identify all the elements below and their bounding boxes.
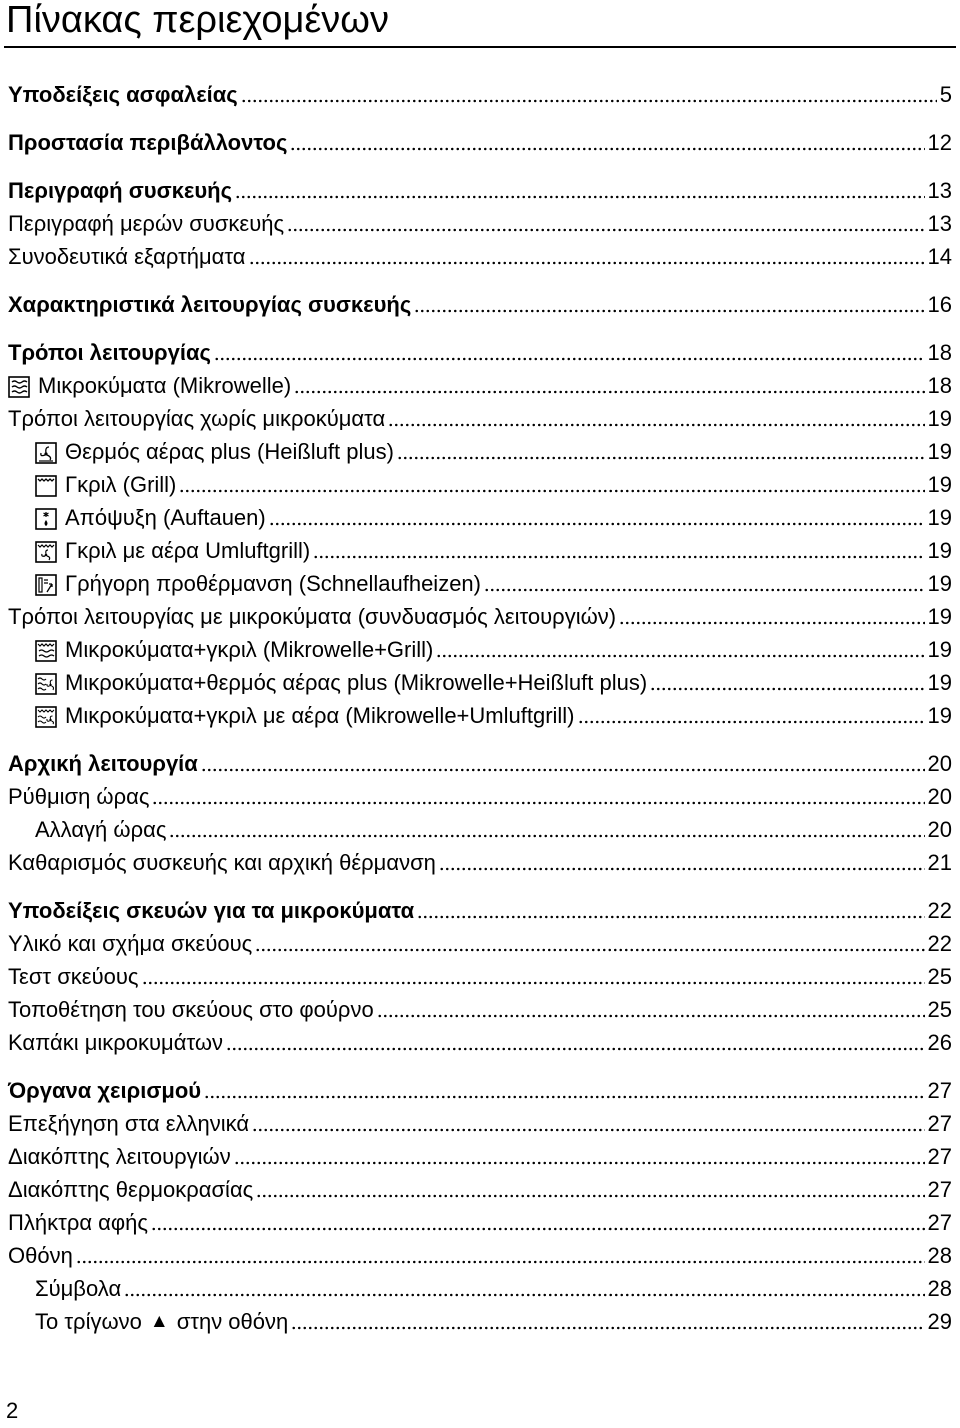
toc-entry-page: 28 bbox=[927, 1243, 952, 1268]
toc-entry-label bbox=[8, 1030, 223, 1056]
toc-entry-page: 27 bbox=[927, 1177, 952, 1202]
toc-entry-label bbox=[8, 604, 616, 630]
toc-entry-page: 19 bbox=[927, 538, 952, 563]
toc-entry-text: Τρόποι λειτουργίας bbox=[8, 340, 211, 365]
toc-entry-text: Διακόπτης λειτουργιών bbox=[8, 1144, 231, 1169]
toc-entry-text: Τρόποι λειτουργίας με μικροκύματα (συνδυασμός λειτουργιών) bbox=[8, 604, 617, 629]
dot-leader bbox=[151, 1227, 925, 1231]
dot-leader bbox=[201, 768, 925, 772]
dot-leader bbox=[414, 309, 924, 313]
dot-leader bbox=[650, 687, 924, 691]
toc-entry-text: Ρύθμιση ώρας bbox=[8, 784, 150, 809]
toc-entry[interactable] bbox=[8, 465, 952, 498]
toc-entry-label bbox=[35, 538, 310, 564]
toc-entry-text: Γκριλ με αέρα Umluftgrill) bbox=[65, 538, 311, 563]
toc-entry-label bbox=[35, 637, 433, 663]
dot-leader bbox=[76, 1260, 925, 1264]
toc-entry[interactable] bbox=[8, 924, 952, 957]
dot-leader bbox=[124, 1293, 924, 1297]
rapid-heat-icon bbox=[35, 574, 57, 596]
toc-entry-label bbox=[8, 1177, 253, 1203]
toc-entry-page: 28 bbox=[927, 1276, 952, 1301]
dot-leader bbox=[291, 1326, 924, 1330]
toc-entry[interactable] bbox=[8, 891, 952, 924]
toc-entry[interactable] bbox=[8, 597, 952, 630]
toc-entry[interactable] bbox=[8, 366, 952, 399]
toc-entry-text: Τρόποι λειτουργίας χωρίς μικροκύματα bbox=[8, 406, 386, 431]
toc-entry[interactable] bbox=[8, 663, 952, 696]
toc-entry[interactable] bbox=[8, 285, 952, 318]
toc-entry-label bbox=[35, 571, 481, 597]
toc-entry-label bbox=[35, 1276, 121, 1302]
toc-entry-page: 27 bbox=[927, 1210, 952, 1235]
dot-leader bbox=[417, 915, 924, 919]
toc-entry-page: 19 bbox=[927, 703, 952, 728]
toc-entry-label bbox=[35, 439, 394, 465]
toc-entry-page: 13 bbox=[927, 178, 952, 203]
toc-entry[interactable] bbox=[8, 237, 952, 270]
toc-entry-page: 18 bbox=[927, 373, 952, 398]
toc-entry-label bbox=[8, 406, 385, 432]
dot-leader bbox=[439, 867, 925, 871]
toc-entry-page: 20 bbox=[927, 751, 952, 776]
dot-leader bbox=[287, 228, 924, 232]
toc-entry-label bbox=[35, 670, 647, 696]
toc-entry-text: Διακόπτης θερμοκρασίας bbox=[8, 1177, 254, 1202]
toc-entry-label bbox=[35, 817, 166, 843]
toc-entry[interactable] bbox=[8, 1071, 952, 1104]
toc-entry[interactable] bbox=[8, 498, 952, 531]
dot-leader bbox=[256, 1194, 924, 1198]
toc-entry-text: Όργανα χειρισμού bbox=[8, 1078, 202, 1103]
toc-entry-label bbox=[8, 244, 246, 270]
toc-entry-text: Σύμβολα bbox=[35, 1276, 122, 1301]
toc-entry-page: 27 bbox=[927, 1111, 952, 1136]
toc-entry-label bbox=[8, 751, 198, 777]
toc-entry-label bbox=[8, 130, 287, 156]
toc-entry-text: Τοποθέτηση του σκεύους στο φούρνο bbox=[8, 997, 374, 1022]
toc-entry[interactable] bbox=[8, 204, 952, 237]
dot-leader bbox=[484, 588, 925, 592]
toc-entry-label bbox=[8, 1243, 73, 1269]
toc-entry-label bbox=[8, 1111, 249, 1137]
toc-entry[interactable] bbox=[8, 990, 952, 1023]
toc-entry-page: 19 bbox=[927, 571, 952, 596]
toc-entry[interactable] bbox=[8, 564, 952, 597]
dot-leader bbox=[397, 456, 925, 460]
toc-entry-label bbox=[35, 472, 176, 498]
dot-leader bbox=[234, 1161, 925, 1165]
toc-entry[interactable] bbox=[8, 696, 952, 729]
dot-leader bbox=[179, 489, 924, 493]
toc-entry-label bbox=[8, 178, 232, 204]
toc-entry-page: 27 bbox=[927, 1144, 952, 1169]
dot-leader bbox=[269, 522, 925, 526]
triangle-icon: ▲ bbox=[149, 1311, 169, 1332]
toc-entry-page: 19 bbox=[927, 439, 952, 464]
toc-entry-text: Συνοδευτικά εξαρτήματα bbox=[8, 244, 246, 269]
toc-entry-text: Αρχική λειτουργία bbox=[8, 751, 198, 776]
toc-entry-label bbox=[8, 784, 149, 810]
toc-entry[interactable] bbox=[8, 957, 952, 990]
toc-entry-text: Μικροκύματα+θερμός αέρας plus (Mikrowelle+Heißluft plus) bbox=[65, 670, 648, 695]
toc-entry-label bbox=[8, 898, 414, 924]
microwave-fan-grill-icon bbox=[35, 706, 57, 728]
toc-entry-label bbox=[8, 373, 291, 399]
toc-entry-text: Γρήγορη προθέρμανση (Schnellaufheizen) bbox=[65, 571, 481, 596]
dot-leader bbox=[619, 621, 924, 625]
toc-entry-label bbox=[8, 850, 436, 876]
dot-leader bbox=[313, 555, 924, 559]
hot-air-icon bbox=[35, 442, 57, 464]
toc-entry[interactable] bbox=[8, 333, 952, 366]
toc-entry-page: 19 bbox=[927, 670, 952, 695]
toc-entry-text: Υποδείξεις ασφαλείας bbox=[8, 82, 238, 107]
dot-leader bbox=[169, 834, 924, 838]
dot-leader bbox=[226, 1047, 925, 1051]
toc-entry-page: 18 bbox=[927, 340, 952, 365]
toc-entry-page: 5 bbox=[939, 82, 952, 107]
dot-leader bbox=[578, 720, 925, 724]
toc-entry-label bbox=[35, 703, 575, 729]
dot-leader bbox=[377, 1014, 925, 1018]
fan-grill-icon bbox=[35, 541, 57, 563]
toc-entry-page: 16 bbox=[927, 292, 952, 317]
toc-entry-text: Οθόνη bbox=[8, 1243, 73, 1268]
toc-entry-text: Μικροκύματα+γκριλ (Mikrowelle+Grill) bbox=[65, 637, 434, 662]
toc-entry-text: Θερμός αέρας plus (Heißluft plus) bbox=[65, 439, 394, 464]
toc-entry[interactable] bbox=[8, 843, 952, 876]
toc-entry[interactable] bbox=[8, 1302, 952, 1335]
dot-leader bbox=[152, 801, 924, 805]
dot-leader bbox=[142, 981, 925, 985]
toc-entry-label bbox=[8, 1078, 201, 1104]
dot-leader bbox=[241, 99, 937, 103]
toc-entry-text: Επεξήγηση στα ελληνικά bbox=[8, 1111, 250, 1136]
dot-leader bbox=[436, 654, 924, 658]
toc-entry-page: 25 bbox=[927, 964, 952, 989]
toc-entry-text: Χαρακτηριστικά λειτουργίας συσκευής bbox=[8, 292, 412, 317]
grill-icon bbox=[35, 475, 57, 497]
toc-entry-text: Περιγραφή μερών συσκευής bbox=[8, 211, 285, 236]
microwave-icon bbox=[8, 376, 30, 398]
toc-entry-text: Μικροκύματα+γκριλ με αέρα (Mikrowelle+Umluftgrill) bbox=[65, 703, 575, 728]
toc-entry[interactable] bbox=[8, 1269, 952, 1302]
dot-leader bbox=[388, 423, 924, 427]
toc-entry-text: Υλικό και σχήμα σκεύους bbox=[8, 931, 253, 956]
dot-leader bbox=[249, 261, 925, 265]
dot-leader bbox=[214, 357, 925, 361]
toc-entry-text: Υποδείξεις σκευών για τα μικροκύματα bbox=[8, 898, 415, 923]
toc-entry-label bbox=[8, 931, 252, 957]
toc-entry[interactable] bbox=[8, 744, 952, 777]
toc-entry-page: 22 bbox=[927, 931, 952, 956]
toc-entry-label bbox=[8, 292, 411, 318]
toc-entry-label bbox=[8, 340, 211, 366]
toc-entry[interactable] bbox=[8, 630, 952, 663]
dot-leader bbox=[294, 390, 924, 394]
toc-entry-label bbox=[8, 964, 139, 990]
toc-entry-text: Περιγραφή συσκευής bbox=[8, 178, 233, 203]
toc-entry-page: 21 bbox=[927, 850, 952, 875]
toc-entry[interactable] bbox=[8, 810, 952, 843]
toc-entry[interactable] bbox=[8, 399, 952, 432]
toc-entry-text: Καπάκι μικροκυμάτων bbox=[8, 1030, 224, 1055]
toc-entry-text: Τεστ σκεύους bbox=[8, 964, 139, 989]
toc-entry[interactable] bbox=[8, 75, 952, 108]
toc-entry-page: 29 bbox=[927, 1309, 952, 1334]
toc-entry-page: 12 bbox=[927, 130, 952, 155]
toc-entry-page: 19 bbox=[927, 472, 952, 497]
toc-entry-text: Πλήκτρα αφής bbox=[8, 1210, 148, 1235]
defrost-icon bbox=[35, 508, 57, 530]
toc-entry-page: 19 bbox=[927, 505, 952, 530]
dot-leader bbox=[290, 147, 924, 151]
toc-entry-label bbox=[8, 1144, 231, 1170]
toc-entry-page: 27 bbox=[927, 1078, 952, 1103]
dot-leader bbox=[235, 195, 925, 199]
toc-entry[interactable] bbox=[8, 1137, 952, 1170]
microwave-hot-air-icon bbox=[35, 673, 57, 695]
toc-entry-page: 14 bbox=[927, 244, 952, 269]
toc-entry-label bbox=[8, 211, 284, 237]
page-title: Πίνακας περιεχομένων bbox=[6, 0, 389, 41]
toc-entry-label bbox=[35, 505, 266, 531]
toc-entry[interactable] bbox=[8, 1170, 952, 1203]
toc-entry-text: Το τρίγωνο bbox=[35, 1309, 142, 1334]
toc-entry[interactable] bbox=[8, 777, 952, 810]
toc-entry-label bbox=[8, 1210, 148, 1236]
toc-entry-page: 19 bbox=[927, 637, 952, 662]
toc-entry-text: Καθαρισμός συσκευής και αρχική θέρμανση bbox=[8, 850, 436, 875]
toc-entry[interactable] bbox=[8, 1236, 952, 1269]
toc-entry[interactable] bbox=[8, 1203, 952, 1236]
page-number: 2 bbox=[6, 1398, 19, 1423]
toc-entry-page: 13 bbox=[927, 211, 952, 236]
toc-entry[interactable] bbox=[8, 171, 952, 204]
table-of-contents bbox=[8, 75, 952, 1335]
toc-entry[interactable] bbox=[8, 123, 952, 156]
toc-entry-page: 25 bbox=[927, 997, 952, 1022]
toc-entry[interactable] bbox=[8, 432, 952, 465]
dot-leader bbox=[204, 1095, 924, 1099]
toc-entry-page: 20 bbox=[927, 817, 952, 842]
toc-entry-text: Προστασία περιβάλλοντος bbox=[8, 130, 288, 155]
toc-entry-page: 19 bbox=[927, 604, 952, 629]
toc-entry-page: 19 bbox=[927, 406, 952, 431]
toc-entry-label bbox=[8, 997, 374, 1023]
toc-entry-page: 22 bbox=[927, 898, 952, 923]
toc-entry[interactable] bbox=[8, 1023, 952, 1056]
toc-entry-text: Μικροκύματα (Mikrowelle) bbox=[38, 373, 292, 398]
toc-entry[interactable] bbox=[8, 1104, 952, 1137]
toc-entry-text: Αλλαγή ώρας bbox=[35, 817, 167, 842]
dot-leader bbox=[255, 948, 924, 952]
microwave-grill-icon bbox=[35, 640, 57, 662]
toc-entry[interactable] bbox=[8, 531, 952, 564]
toc-entry-page: 26 bbox=[927, 1030, 952, 1055]
title-rule bbox=[4, 46, 956, 48]
toc-entry-text: στην οθόνη bbox=[176, 1309, 289, 1334]
toc-entry-page: 20 bbox=[927, 784, 952, 809]
toc-entry-label bbox=[8, 82, 238, 108]
toc-entry-text: Απόψυξη (Auftauen) bbox=[65, 505, 266, 530]
toc-entry-text: Γκριλ (Grill) bbox=[65, 472, 177, 497]
toc-entry-label bbox=[35, 1309, 288, 1335]
dot-leader bbox=[252, 1128, 924, 1132]
